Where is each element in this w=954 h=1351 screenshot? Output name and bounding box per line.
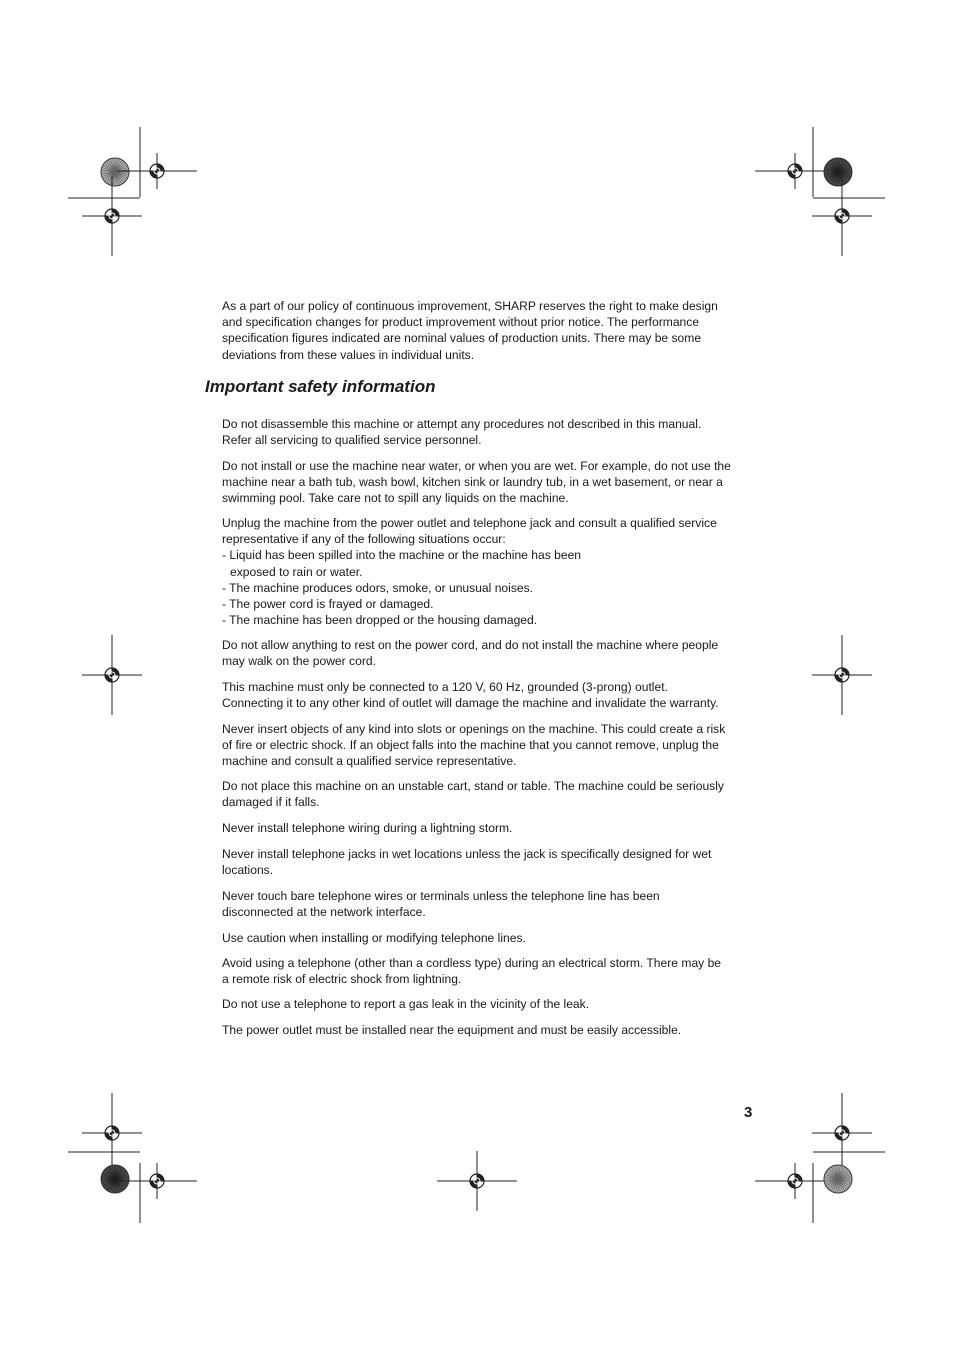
safety-paragraph xyxy=(222,846,756,878)
section-heading: Important safety information xyxy=(205,377,436,396)
text-line: Never insert objects of any kind into slots or openings on the machine. This could create a risk xyxy=(222,722,726,736)
crosshair-circle-icon xyxy=(755,153,835,189)
crosshair-circle-icon xyxy=(437,1151,517,1211)
text-line: deviations from these values in individual units. xyxy=(222,347,475,362)
text-line: Never install telephone jacks in wet locations unless the jack is specifically designed for wet xyxy=(222,847,712,861)
text-line: Do not install or use the machine near water, or when you are wet. For example, do not use the xyxy=(222,459,731,473)
text-line: Do not disassemble this machine or attempt any procedures not described in this manual. xyxy=(222,417,702,431)
safety-paragraph xyxy=(222,996,756,1012)
safety-paragraph xyxy=(222,930,756,946)
safety-paragraph xyxy=(222,416,756,448)
crosshair-circle-icon xyxy=(812,635,872,715)
text-line: - Liquid has been spilled into the machine or the machine has been xyxy=(222,548,582,563)
text-line: damaged if it falls. xyxy=(222,795,320,810)
text-line: This machine must only be connected to a 120 V, 60 Hz, grounded (3-prong) outlet. xyxy=(222,680,668,694)
text-line: machine and consult a qualified service representative. xyxy=(222,754,517,769)
crosshair-circle-icon xyxy=(117,153,197,189)
text-line: exposed to rain or water. xyxy=(230,564,363,579)
text-line: may walk on the power cord. xyxy=(222,654,376,669)
starburst-target-icon xyxy=(824,158,852,186)
text-line: specification figures indicated are nominal values of production units. There may be some xyxy=(222,331,702,346)
starburst-target-icon xyxy=(101,158,129,186)
text-line: Never install telephone wiring during a lightning storm. xyxy=(222,821,513,835)
text-line: swimming pool. Take care not to spill any liquids on the machine. xyxy=(222,491,569,506)
text-line: Use caution when installing or modifying telephone lines. xyxy=(222,931,526,945)
safety-paragraph xyxy=(222,955,756,987)
page-number: 3 xyxy=(744,1104,753,1121)
text-line: disconnected at the network interface. xyxy=(222,905,426,920)
crosshair-circle-icon xyxy=(82,1093,142,1173)
safety-paragraph xyxy=(222,888,756,920)
text-line: - The machine has been dropped or the housing damaged. xyxy=(222,613,538,628)
starburst-target-icon xyxy=(824,1165,852,1193)
text-line: machine near a bath tub, wash bowl, kitchen sink or laundry tub, in a wet basement, or near a xyxy=(222,475,723,490)
safety-paragraph xyxy=(222,515,756,628)
text-line: Never touch bare telephone wires or terminals unless the telephone line has been xyxy=(222,889,660,903)
crosshair-circle-icon xyxy=(82,635,142,715)
text-line: - The machine produces odors, smoke, or unusual noises. xyxy=(222,580,534,595)
text-line: Refer all servicing to qualified service personnel. xyxy=(222,433,482,448)
text-line: Do not allow anything to rest on the power cord, and do not install the machine where people xyxy=(222,638,719,652)
crosshair-circle-icon xyxy=(82,176,142,256)
text-line: - The power cord is frayed or damaged. xyxy=(222,597,434,612)
safety-paragraph xyxy=(222,1022,756,1038)
crosshair-circle-icon xyxy=(755,1163,835,1199)
text-line: and specification changes for product improvement without prior notice. The performance xyxy=(222,315,700,330)
text-line: The power outlet must be installed near the equipment and must be easily accessible. xyxy=(222,1023,682,1037)
text-line: Do not use a telephone to report a gas leak in the vicinity of the leak. xyxy=(222,997,590,1011)
safety-paragraph xyxy=(222,778,756,810)
crosshair-circle-icon xyxy=(812,1093,872,1173)
safety-paragraph xyxy=(222,820,756,836)
text-line: Do not place this machine on an unstable cart, stand or table. The machine could be seriously xyxy=(222,779,724,793)
text-line: a remote risk of electric shock from lightning. xyxy=(222,972,462,987)
text-line: Connecting it to any other kind of outlet will damage the machine and invalidate the warranty. xyxy=(222,696,719,711)
starburst-target-icon xyxy=(101,1165,129,1193)
text-line: Unplug the machine from the power outlet and telephone jack and consult a qualified service xyxy=(222,516,717,530)
intro-paragraph xyxy=(222,298,756,363)
safety-paragraph xyxy=(222,637,756,669)
text-line: As a part of our policy of continuous improvement, SHARP reserves the right to make design xyxy=(222,299,718,313)
crosshair-circle-icon xyxy=(117,1163,197,1199)
safety-paragraph xyxy=(222,721,756,770)
safety-paragraph xyxy=(222,458,756,507)
text-line: locations. xyxy=(222,863,274,878)
crosshair-circle-icon xyxy=(812,176,872,256)
text-line: representative if any of the following situations occur: xyxy=(222,532,506,547)
text-line: Avoid using a telephone (other than a cordless type) during an electrical storm. There may be xyxy=(222,956,722,970)
safety-paragraph xyxy=(222,679,756,711)
text-line: of fire or electric shock. If an object falls into the machine that you cannot remove, unplug the xyxy=(222,738,719,753)
